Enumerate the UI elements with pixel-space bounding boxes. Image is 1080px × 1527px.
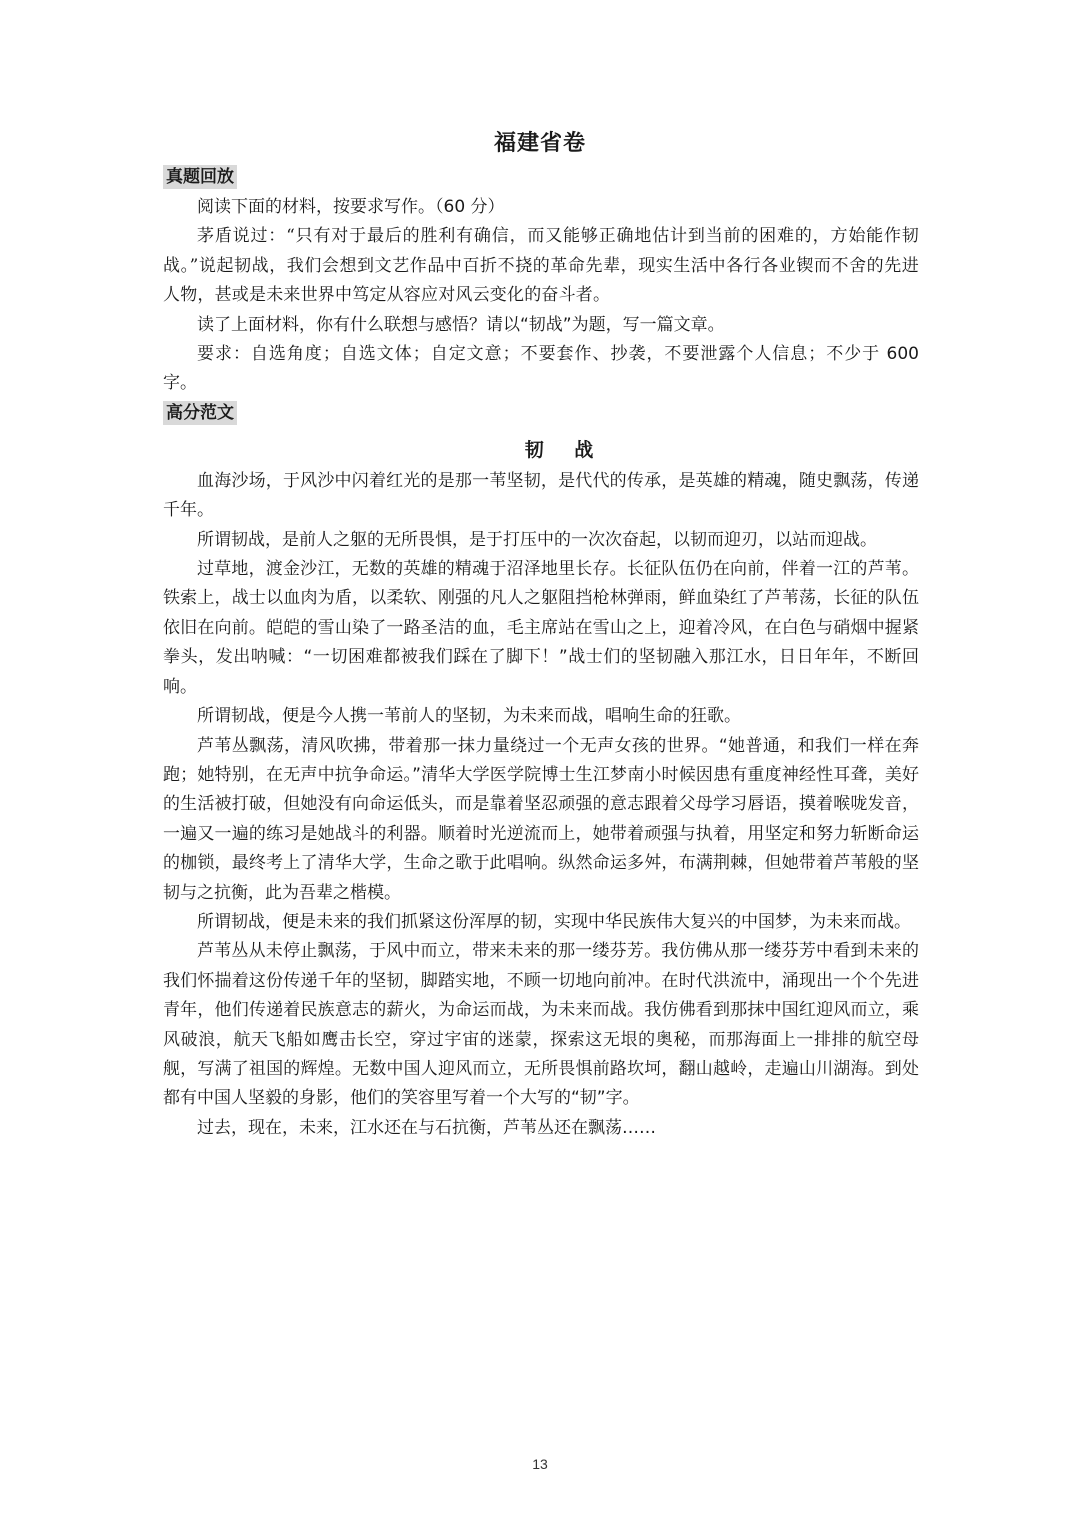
essay-paragraph: 所谓韧战，便是今人携一苇前人的坚韧，为未来而战，唱响生命的狂歌。 bbox=[197, 706, 741, 727]
section-label-essay: 高分范文 bbox=[163, 401, 237, 425]
essay-paragraph: 过草地，渡金沙江，无数的英雄的精魂于沼泽地里长存。长征队伍仍在向前，伴着一江的芦苇。铁索上，战士以血肉为盾，以柔软、刚强的凡人之躯阻挡枪林弹雨，鲜血染红了芦苇荡，长征的队伍依旧在向前。皑皑的雪山染了一路圣洁的血，毛主席站在雪山之上，迎着冷风，在白色与硝烟中握紧拳头，发出呐喊：“一切困难都被我们踩在了脚下！”战士们的坚韧融入那江水，日日年年，不断回响。 bbox=[163, 559, 919, 697]
essay-paragraph: 所谓韧战，是前人之躯的无所畏惧，是于打压中的一次次奋起，以韧而迎刃，以站而迎战。 bbox=[197, 529, 877, 550]
question-paragraph: 要求：自选角度；自选文体；自定文意；不要套作、抄袭，不要泄露个人信息；不少于 600 字。 bbox=[163, 344, 919, 394]
page-number: 13 bbox=[532, 1456, 548, 1472]
question-paragraph: 阅读下面的材料，按要求写作。（60 分） bbox=[197, 197, 505, 217]
document-title: 福建省卷 bbox=[493, 131, 586, 156]
essay-paragraph: 血海沙场，于风沙中闪着红光的是那一苇坚韧，是代代的传承，是英雄的精魂，随史飘荡，传递千年。 bbox=[163, 470, 919, 521]
essay-paragraph: 芦苇丛从未停止飘荡，于风中而立，带来未来的那一缕芬芳。我仿佛从那一缕芬芳中看到未来的我们怀揣着这份传递千年的坚韧，脚踏实地，不顾一切地向前冲。在时代洪流中，涌现出一个个先进青年，他们传递着民族意志的薪火，为命运而战，为未来而战。我仿佛看到那抹中国红迎风而立，乘风破浪，航天飞船如鹰击长空，穿过宇宙的迷蒙，探索这无垠的奥秘，而那海面上一排排的航空母舰，写满了祖国的辉煌。无数中国人迎风而立，无所畏惧前路坎坷，翻山越岭，走遍山川湖海。到处都有中国人坚毅的身影，他们的笑容里写着一个大写的“韧”字。 bbox=[163, 941, 919, 1109]
document-body bbox=[163, 163, 919, 1143]
question-paragraph: 茅盾说过：“只有对于最后的胜利有确信，而又能够正确地估计到当前的困难的，方始能作韧战。”说起韧战，我们会想到文艺作品中百折不挠的革命先辈，现实生活中各行各业锲而不舍的先进人物，甚或是未来世界中笃定从容应对风云变化的奋斗者。 bbox=[163, 226, 919, 306]
question-paragraph: 读了上面材料，你有什么联想与感悟？请以“韧战”为题，写一篇文章。 bbox=[197, 314, 725, 335]
essay-paragraph: 过去，现在，未来，江水还在与石抗衡，芦苇丛还在飘荡…… bbox=[197, 1117, 656, 1138]
essay-paragraph: 芦苇丛飘荡，清风吹拂，带着那一抹力量绕过一个无声女孩的世界。“她普通，和我们一样在奔跑；她特别，在无声中抗争命运。”清华大学医学院博士生江梦南小时候因患有重度神经性耳聋，美好的生活被打破，但她没有向命运低头，而是靠着坚忍顽强的意志跟着父母学习唇语，摸着喉咙发音，一遍又一遍的练习是她战斗的利器。顺着时光逆流而上，她带着顽强与执着，用坚定和努力斩断命运的枷锁，最终考上了清华大学，生命之歌于此唱响。纵然命运多舛，布满荆棘，但她带着芦苇般的坚韧与之抗衡，此为吾辈之楷模。 bbox=[163, 735, 919, 903]
essay-title: 韧 战 bbox=[524, 438, 606, 461]
section-label-question: 真题回放 bbox=[163, 165, 237, 189]
essay-paragraph: 所谓韧战，便是未来的我们抓紧这份浑厚的韧，实现中华民族伟大复兴的中国梦，为未来而战。 bbox=[197, 911, 911, 932]
